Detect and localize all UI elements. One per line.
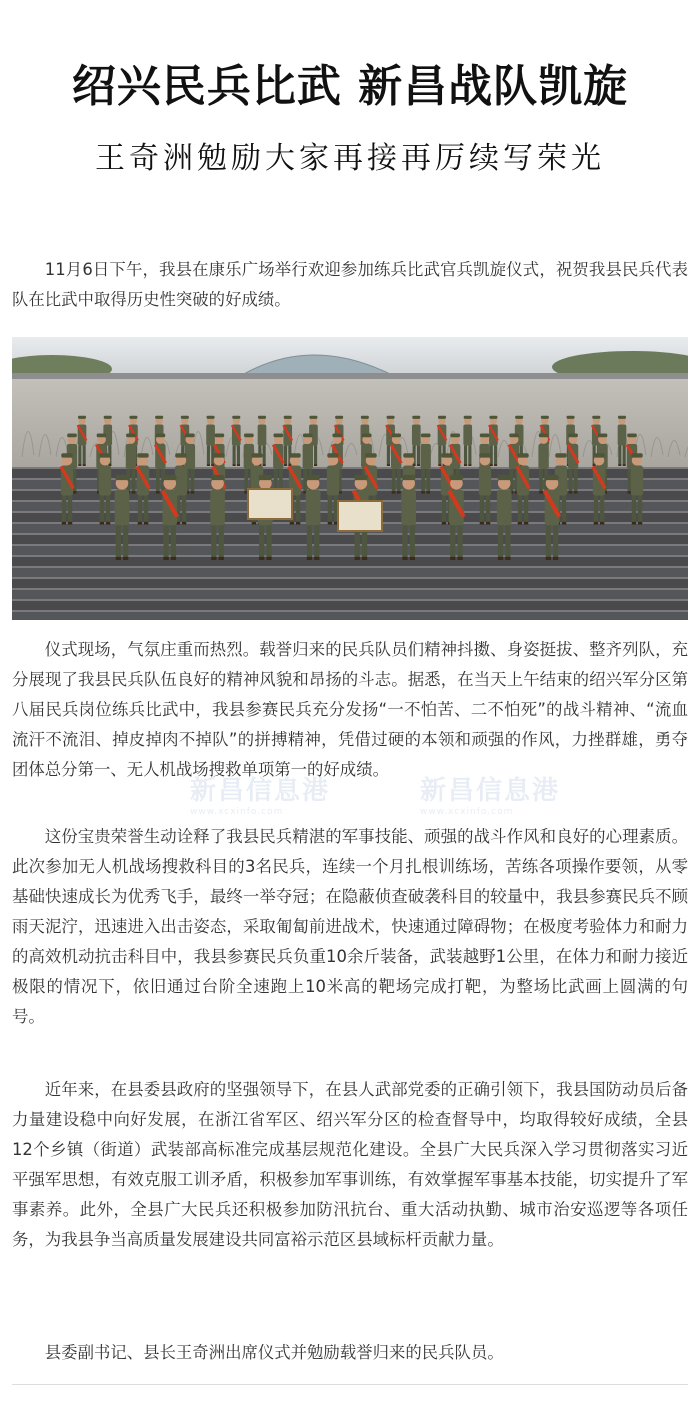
soldier-cap <box>289 453 300 457</box>
soldier-cap <box>497 475 511 480</box>
soldier-boot <box>546 557 551 560</box>
soldier-leg <box>569 469 573 491</box>
soldier-boot <box>237 464 240 466</box>
step-edge <box>12 577 688 579</box>
soldier-boot <box>73 491 77 493</box>
soldier-leg <box>161 469 165 491</box>
soldier-boot <box>480 522 484 525</box>
soldier-boot <box>138 522 142 525</box>
soldier-leg <box>144 495 148 521</box>
soldier-cap <box>450 475 464 480</box>
soldier-cap <box>593 453 604 457</box>
soldier-leg <box>171 525 176 557</box>
soldier-boot <box>78 464 81 466</box>
soldier-boot <box>397 491 401 493</box>
soldier-cap <box>156 434 166 438</box>
soldier-leg <box>562 495 566 521</box>
soldier-cap <box>489 416 497 419</box>
soldier-boot <box>62 522 66 525</box>
soldier-leg <box>106 495 110 521</box>
soldier-cap <box>104 416 112 419</box>
soldier-boot <box>328 522 332 525</box>
soldier-leg <box>546 525 551 557</box>
soldier-leg <box>417 446 420 465</box>
soldier-boot <box>632 522 636 525</box>
soldier-leg <box>182 495 186 521</box>
soldier-cap <box>185 434 195 438</box>
photo-illustration <box>12 337 688 620</box>
certificate-plaque-left <box>248 489 292 519</box>
soldier-body <box>303 444 313 469</box>
soldier-cap <box>327 453 338 457</box>
soldier-body <box>463 424 472 445</box>
step-edge <box>12 599 688 601</box>
soldier-boot <box>562 522 566 525</box>
soldier-leg <box>284 446 287 465</box>
soldier-boot <box>68 522 72 525</box>
soldier-leg <box>553 525 558 557</box>
soldier-boot <box>314 464 317 466</box>
soldier-leg <box>62 495 66 521</box>
soldier-body <box>210 490 225 526</box>
soldier-leg <box>450 525 455 557</box>
soldier-leg <box>116 525 121 557</box>
soldier-boot <box>191 491 195 493</box>
soldier-boot <box>498 557 503 560</box>
soldier-boot <box>233 464 236 466</box>
soldier-boot <box>171 557 176 560</box>
soldier-leg <box>244 469 248 491</box>
soldier-boot <box>266 557 271 560</box>
soldier-cap <box>244 434 254 438</box>
soldier-cap <box>67 434 77 438</box>
relief-wall <box>12 379 688 467</box>
soldier-boot <box>494 464 497 466</box>
article-title: 绍兴民兵比武 新昌战队凯旋 <box>71 61 629 112</box>
soldier-cap <box>441 453 452 457</box>
soldier-boot <box>402 557 407 560</box>
soldier-boot <box>211 464 214 466</box>
soldier-leg <box>207 446 210 465</box>
soldier-leg <box>296 495 300 521</box>
soldier-cap <box>362 434 372 438</box>
soldier-cap <box>303 434 313 438</box>
soldier-leg <box>397 469 401 491</box>
soldier-cap <box>402 475 416 480</box>
soldier-cap <box>555 453 566 457</box>
soldier-cap <box>598 434 608 438</box>
soldier-cap <box>618 416 626 419</box>
soldier-boot <box>628 491 632 493</box>
soldier-boot <box>144 522 148 525</box>
soldier-cap <box>259 475 273 480</box>
soldier-boot <box>362 557 367 560</box>
soldier-leg <box>539 469 543 491</box>
soldier-leg <box>494 446 497 465</box>
soldier-leg <box>263 446 266 465</box>
soldier-cap <box>335 416 343 419</box>
certificate-plaque-right <box>338 501 382 531</box>
soldier-cap <box>97 434 107 438</box>
watermark-text-right: 新昌信息港 <box>420 776 561 806</box>
soldier-boot <box>182 522 186 525</box>
soldier-leg <box>303 469 307 491</box>
soldier-cap <box>181 416 189 419</box>
soldier-leg <box>279 469 283 491</box>
stone-steps <box>12 467 688 620</box>
soldier-cap <box>78 416 86 419</box>
soldier-leg <box>392 469 396 491</box>
soldier-body <box>126 444 136 469</box>
soldier-boot <box>307 557 312 560</box>
soldier-cap <box>99 453 110 457</box>
soldier-boot <box>106 522 110 525</box>
soldier-boot <box>284 464 287 466</box>
soldier-leg <box>438 446 441 465</box>
soldier-leg <box>211 525 216 557</box>
soldier-cap <box>306 475 320 480</box>
step-edge <box>12 555 688 557</box>
article-paragraph-4: 近年来，在县委县政府的坚强领导下，在县人武部党委的正确引领下，我县国防动员后备力量建设稳中向好发展，在浙江省军区、绍兴军分区的检查督导中，均取得较好成绩，全县12个乡镇（街道）武装部高标准完成基层规范化建设。全县广大民兵深入学习贯彻落实习近平强军思想，有效克服工训矛盾，积极参加军事训练，有效掌握军事基本技能，切实提升了军事素养。此外，全县广大民兵还积极参加防汛抗台、重大活动执勤、城市治安巡逻等各项任务，为我县争当高质量发展建设共同富裕示范区县域标杆贡献力量。 <box>12 1080 688 1249</box>
soldier-boot <box>116 557 121 560</box>
soldier-leg <box>468 446 471 465</box>
soldier-body <box>497 490 512 526</box>
soldier-cap <box>567 416 575 419</box>
soldier-leg <box>314 525 319 557</box>
soldier-leg <box>387 446 390 465</box>
soldier-leg <box>574 469 578 491</box>
soldier-body <box>327 466 339 496</box>
soldier-body <box>306 490 321 526</box>
soldier-cap <box>211 475 225 480</box>
article-subtitle: 王奇洲勉励大家再接再厉续写荣光 <box>95 141 605 176</box>
step-edge <box>12 588 688 590</box>
soldier-leg <box>457 525 462 557</box>
soldier-boot <box>100 522 104 525</box>
soldier-body <box>99 466 111 496</box>
watermark-text-left: 新昌信息港 <box>190 776 331 806</box>
article-paragraph-2: 仪式现场，气氛庄重而热烈。载誉归来的民兵队员们精神抖擞、身姿挺拔、整齐列队，充分展现了我县民兵队伍良好的精神风貌和昂扬的斗志。据悉，在当天上午结束的绍兴军分区第八届民兵岗位练兵比武中，我县参赛民兵充分发扬“一不怕苦、二不怕死”的战斗精神、“流血流汗不流泪、掉皮掉肉不掉队”的拼搏精神，凭借过硬的本领和顽强的作风，力挫群雄，勇夺团体总分第一、无人机战场搜救单项第一的好成绩。 <box>12 640 688 779</box>
soldier-cap <box>517 453 528 457</box>
step-edge <box>12 533 688 535</box>
soldier-boot <box>450 557 455 560</box>
soldier-leg <box>402 525 407 557</box>
soldier-leg <box>464 446 467 465</box>
soldier-leg <box>219 525 224 557</box>
soldier-leg <box>307 525 312 557</box>
soldier-boot <box>442 522 446 525</box>
soldier-cap <box>403 453 414 457</box>
soldier-leg <box>123 525 128 557</box>
soldier-boot <box>263 464 266 466</box>
soldier-boot <box>638 522 642 525</box>
soldier-cap <box>354 475 368 480</box>
soldier-leg <box>505 525 510 557</box>
soldier-cap <box>438 416 446 419</box>
soldier-cap <box>213 453 224 457</box>
soldier-boot <box>410 557 415 560</box>
soldier-leg <box>156 469 160 491</box>
soldier-boot <box>387 464 390 466</box>
soldier-leg <box>314 446 317 465</box>
soldier-leg <box>410 525 415 557</box>
soldier-cap <box>479 453 490 457</box>
soldier-cap <box>163 475 177 480</box>
soldier-body <box>401 490 416 526</box>
soldier-leg <box>638 495 642 521</box>
soldier-boot <box>574 491 578 493</box>
soldier-body <box>538 444 548 469</box>
watermark-url-right: www.xcxinfo.com <box>420 807 514 817</box>
soldier-boot <box>623 464 626 466</box>
soldier-leg <box>594 495 598 521</box>
soldier-cap <box>509 434 519 438</box>
soldier-leg <box>421 469 425 491</box>
soldier-leg <box>78 446 81 465</box>
soldier-leg <box>191 469 195 491</box>
soldier-leg <box>442 495 446 521</box>
soldier-body <box>631 466 643 496</box>
soldier-leg <box>100 495 104 521</box>
soldier-leg <box>510 469 514 491</box>
soldier-boot <box>132 491 136 493</box>
soldier-cap <box>215 434 225 438</box>
soldier-leg <box>518 495 522 521</box>
soldier-boot <box>600 522 604 525</box>
soldier-cap <box>539 434 549 438</box>
soldier-boot <box>468 464 471 466</box>
soldier-cap <box>251 453 262 457</box>
soldier-body <box>412 424 421 445</box>
soldier-boot <box>438 464 441 466</box>
soldier-cap <box>258 416 266 419</box>
soldier-leg <box>628 469 632 491</box>
article-paragraph-5: 县委副书记、县长王奇洲出席仪式并勉励载誉归来的民兵队员。 <box>44 1343 504 1362</box>
soldier-leg <box>524 495 528 521</box>
soldier-boot <box>421 491 425 493</box>
soldier-boot <box>539 491 543 493</box>
soldier-leg <box>266 525 271 557</box>
soldier-cap <box>361 416 369 419</box>
article-paragraph-3: 这份宝贵荣誉生动诠释了我县民兵精湛的军事技能、顽强的战斗作风和良好的心理素质。此次参加无人机战场搜救科目的3名民兵，连续一个月扎根训练场，苦练各项操作要领，从零基础快速成长为优秀飞手，最终一举夺冠；在隐蔽侦查破袭科目的较量中，我县参赛民兵不顾雨天泥泞，迅速进入出击姿态，采取匍匐前进战术，快速通过障碍物；在极度考验体力和耐力的高效机动抗击科目中，我县参赛民兵负重10余斤装备，武装越野1公里，在体力和耐力接近极限的情况下，依旧通过台阶全速跑上10米高的靶场完成打靶，为整场比武画上圆满的句号。 <box>12 827 688 1026</box>
soldier-leg <box>259 525 264 557</box>
soldier-boot <box>505 557 510 560</box>
soldier-boot <box>464 464 467 466</box>
soldier-cap <box>309 416 317 419</box>
soldier-leg <box>83 446 86 465</box>
railing <box>12 373 688 379</box>
step-edge <box>12 489 688 491</box>
soldier-cap <box>545 475 559 480</box>
soldier-boot <box>618 464 621 466</box>
soldier-cap <box>464 416 472 419</box>
article-paragraph-1: 11月6日下午，我县在康乐广场举行欢迎参加练兵比武官兵凯旋仪式，祝贺我县民兵代表队在比武中取得历史性突破的好成绩。 <box>12 260 688 309</box>
soldier-cap <box>450 434 460 438</box>
soldier-cap <box>175 453 186 457</box>
soldier-body <box>175 466 187 496</box>
soldier-body <box>618 424 627 445</box>
soldier-cap <box>61 453 72 457</box>
soldier-boot <box>553 557 558 560</box>
soldier-leg <box>632 495 636 521</box>
soldier-body <box>479 466 491 496</box>
soldier-leg <box>163 525 168 557</box>
soldier-boot <box>252 522 256 525</box>
soldier-cap <box>391 434 401 438</box>
soldier-boot <box>219 557 224 560</box>
soldier-cap <box>421 434 431 438</box>
soldier-leg <box>68 495 72 521</box>
step-edge <box>12 544 688 546</box>
soldier-leg <box>623 446 626 465</box>
soldier-boot <box>594 522 598 525</box>
soldier-boot <box>569 491 573 493</box>
soldier-cap <box>137 453 148 457</box>
soldier-cap <box>631 453 642 457</box>
soldier-leg <box>132 469 136 491</box>
soldier-boot <box>417 464 420 466</box>
soldier-cap <box>284 416 292 419</box>
soldier-cap <box>129 416 137 419</box>
soldier-boot <box>518 522 522 525</box>
step-edge <box>12 478 688 480</box>
soldier-boot <box>392 491 396 493</box>
soldier-boot <box>524 522 528 525</box>
soldier-boot <box>123 557 128 560</box>
soldier-boot <box>296 522 300 525</box>
soldier-leg <box>618 446 621 465</box>
soldier-leg <box>600 495 604 521</box>
soldier-leg <box>498 525 503 557</box>
soldier-leg <box>237 446 240 465</box>
soldier-cap <box>332 434 342 438</box>
soldier-body <box>421 444 431 469</box>
soldier-boot <box>355 557 360 560</box>
soldier-cap <box>515 416 523 419</box>
soldier-cap <box>592 416 600 419</box>
soldier-cap <box>568 434 578 438</box>
soldier-boot <box>457 557 462 560</box>
soldier-leg <box>233 446 236 465</box>
soldier-leg <box>274 469 278 491</box>
soldier-body <box>206 424 215 445</box>
soldier-boot <box>426 491 430 493</box>
soldier-cap <box>232 416 240 419</box>
soldier-leg <box>480 495 484 521</box>
footer-divider <box>12 1384 688 1385</box>
soldier-cap <box>207 416 215 419</box>
soldier-cap <box>480 434 490 438</box>
soldier-boot <box>163 557 168 560</box>
soldier-leg <box>486 495 490 521</box>
soldier-boot <box>314 557 319 560</box>
soldier-cap <box>155 416 163 419</box>
step-edge <box>12 610 688 612</box>
soldier-boot <box>156 491 160 493</box>
soldier-boot <box>486 522 490 525</box>
militia-group-photo <box>12 337 688 620</box>
soldier-body <box>258 424 267 445</box>
soldier-cap <box>274 434 284 438</box>
soldier-cap <box>627 434 637 438</box>
soldier-cap <box>126 434 136 438</box>
soldier-boot <box>83 464 86 466</box>
soldier-cap <box>387 416 395 419</box>
soldier-leg <box>328 495 332 521</box>
step-edge <box>12 566 688 568</box>
soldier-boot <box>259 557 264 560</box>
soldier-boot <box>211 557 216 560</box>
soldier-boot <box>490 464 493 466</box>
soldier-boot <box>290 522 294 525</box>
step-edge <box>12 467 688 469</box>
soldier-leg <box>138 495 142 521</box>
soldier-body <box>115 490 130 526</box>
soldier-boot <box>207 464 210 466</box>
watermark-url-left: www.xcxinfo.com <box>190 807 284 817</box>
soldier-cap <box>541 416 549 419</box>
soldier-cap <box>115 475 129 480</box>
soldier-cap <box>412 416 420 419</box>
soldier-cap <box>365 453 376 457</box>
soldier-leg <box>426 469 430 491</box>
